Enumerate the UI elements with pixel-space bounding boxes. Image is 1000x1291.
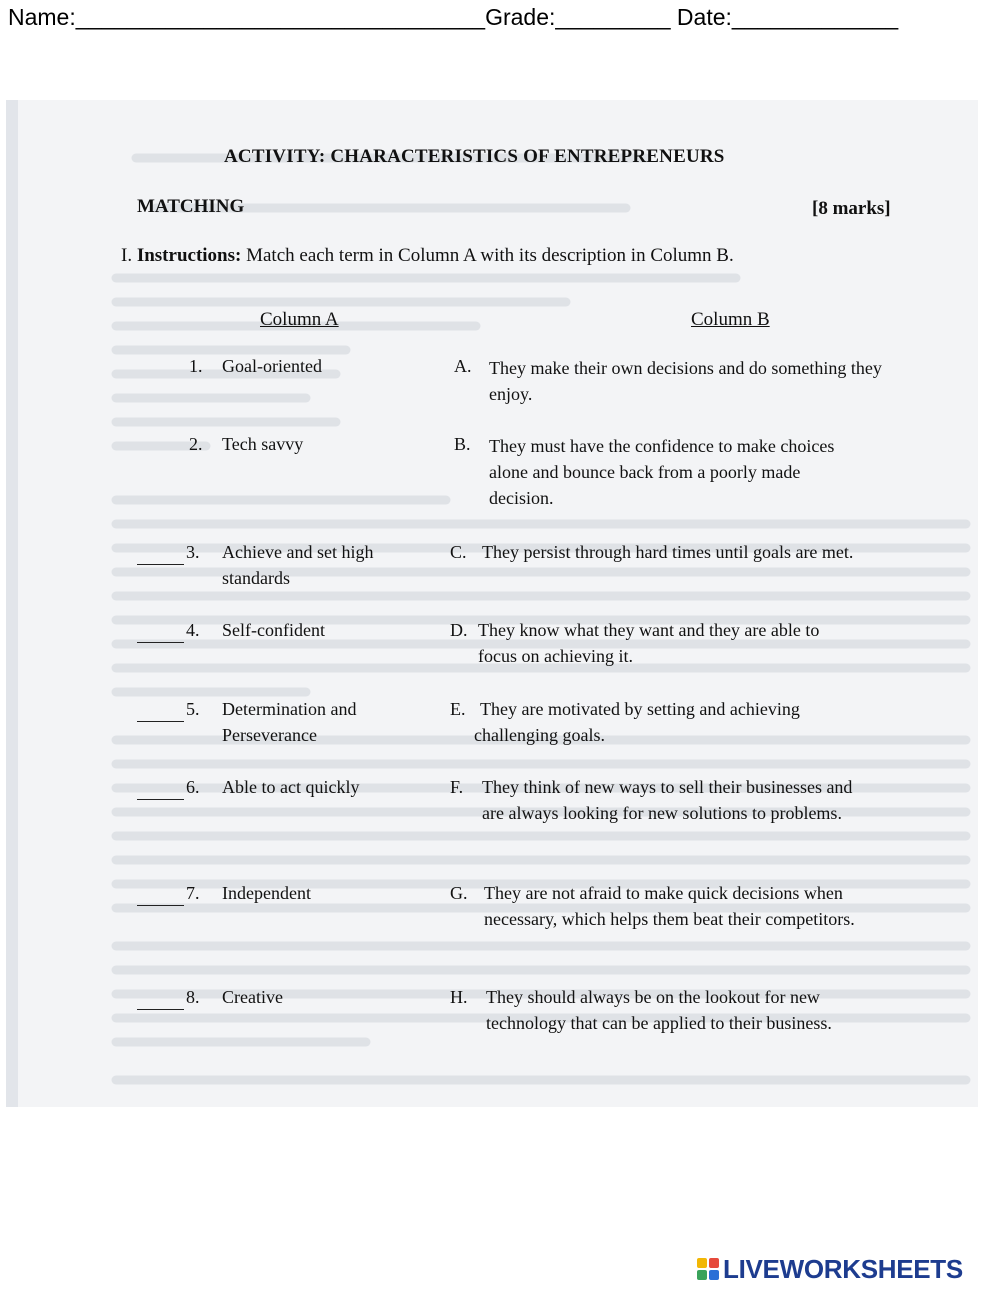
item-number: 4. — [186, 620, 200, 640]
column-b-description: They know what they want and they are able to focus on achieving it. — [478, 620, 820, 666]
option-letter: D. — [450, 620, 468, 640]
option-letter: G. — [450, 883, 468, 903]
item-number: 8. — [186, 987, 200, 1007]
answer-blank-8[interactable] — [137, 1009, 184, 1010]
option-letter: H. — [450, 987, 468, 1007]
column-b-description: They should always be on the lookout for new technology that can be applied to their business. — [486, 987, 832, 1033]
column-a-term: Self-confident — [222, 620, 325, 640]
option-letter: A. — [454, 356, 472, 376]
answer-blank-6[interactable] — [137, 799, 184, 800]
item-number: 7. — [186, 883, 200, 903]
item-number: 2. — [189, 434, 203, 454]
student-info-header — [8, 4, 898, 31]
column-b-heading: Column B — [691, 309, 770, 330]
item-number: 5. — [186, 699, 200, 719]
answer-blank-5[interactable] — [137, 721, 184, 722]
logo-grid-icon — [697, 1258, 719, 1280]
option-letter: C. — [450, 542, 467, 562]
liveworksheets-logo — [697, 1254, 963, 1284]
date-field[interactable]: _____________ — [731, 4, 899, 30]
option-letter: F. — [450, 777, 464, 797]
instructions-label: Instructions: — [136, 245, 242, 266]
column-a-term: Goal-oriented — [222, 356, 322, 376]
marks-label: [8 marks] — [812, 198, 891, 219]
column-a-term: Determination and Perseverance — [222, 699, 357, 745]
option-letter: B. — [454, 434, 471, 454]
instructions-text: Match each term in Column A with its description in Column B. — [246, 245, 734, 266]
answer-blank-3[interactable] — [137, 564, 184, 565]
date-label: Date: — [676, 4, 732, 30]
column-b-description: They are motivated by setting and achieving challenging goals. — [474, 699, 800, 745]
column-b-description: They are not afraid to make quick decisions when necessary, which helps them beat their competitors. — [484, 883, 855, 929]
item-number: 6. — [186, 777, 200, 797]
column-b-description: They persist through hard times until goals are met. — [482, 542, 854, 562]
column-a-term: Tech savvy — [222, 434, 304, 454]
name-label: Name: — [8, 4, 76, 30]
name-field[interactable]: ________________________________ — [75, 4, 486, 30]
column-a-term: Achieve and set high standards — [222, 542, 374, 588]
column-a-heading: Column A — [260, 309, 339, 330]
grade-field[interactable]: _________ — [555, 4, 671, 30]
answer-blank-7[interactable] — [137, 905, 184, 906]
grade-label: Grade: — [485, 4, 556, 30]
brand-name: LIVEWORKSHEETS — [723, 1253, 963, 1284]
column-b-description: They must have the confidence to make choices alone and bounce back from a poorly made decision. — [489, 436, 835, 508]
column-b-description: They make their own decisions and do something they enjoy. — [489, 358, 882, 404]
option-letter: E. — [450, 699, 466, 719]
worksheet-title: ACTIVITY: CHARACTERISTICS OF ENTREPRENEURS — [224, 146, 725, 167]
item-number: 3. — [186, 542, 200, 562]
column-a-term: Creative — [222, 987, 283, 1007]
column-b-description: They think of new ways to sell their businesses and are always looking for new solutions to problems. — [482, 777, 853, 823]
instructions — [121, 245, 734, 267]
section-heading: MATCHING — [137, 196, 245, 217]
item-number: 1. — [189, 356, 203, 376]
column-a-term: Able to act quickly — [222, 777, 360, 797]
column-a-term: Independent — [222, 883, 311, 903]
answer-blank-4[interactable] — [137, 642, 184, 643]
instructions-prefix: I. — [121, 245, 133, 266]
